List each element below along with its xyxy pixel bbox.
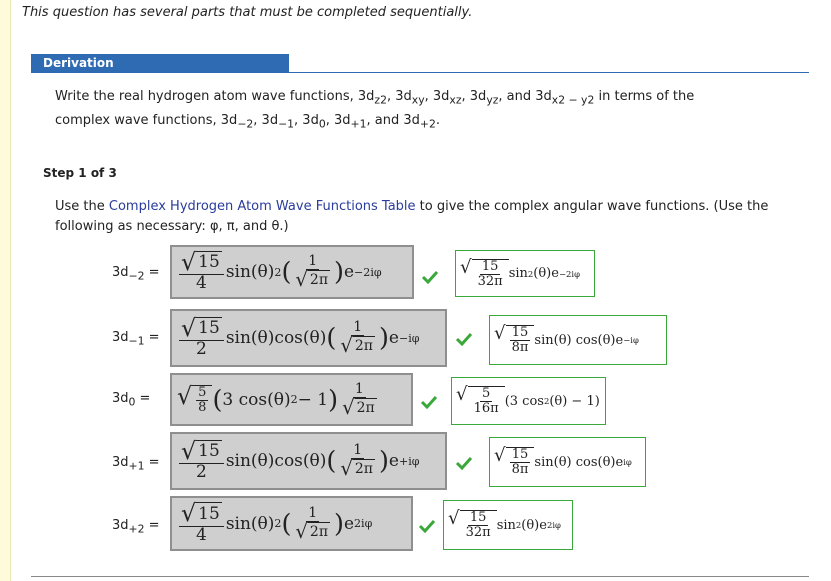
label-3d-plus2: $3d_{+2}$ = (112, 518, 160, 536)
wave-functions-table-link[interactable]: Complex Hydrogen Atom Wave Functions Table (108, 199, 416, 214)
answer-input-3d-plus2[interactable]: √ 15 4 sin(θ) 2 ( 1 √ 2π ) e 2iφ (170, 496, 413, 551)
correct-answer-3d-minus2: √ $\frac{15}{32\pi}$ sin 2 (θ) e −2iφ (455, 250, 595, 297)
correct-answer-3d-plus2: √ $\frac{15}{32\pi}$ sin 2 (θ) e 2iφ (443, 500, 573, 550)
answer-input-3d-minus1[interactable]: √ 15 2 sin(θ) cos(θ) ( 1 √ 2π ) e −iφ (170, 309, 447, 367)
correct-answer-3d-minus1: √ $\frac{15}{8\pi}$ sin(θ) cos(θ) e −iφ (489, 315, 667, 365)
tab-derivation[interactable]: Derivation (31, 54, 289, 73)
label-3d-minus1: $3d_{-1}$ = (112, 330, 160, 348)
sequential-notice: This question has several parts that must be completed sequentially. (22, 5, 473, 20)
question-text: Write the real hydrogen atom wave functions, $3d_{z2}$, $3d_{xy}$, $3d_{xz}$, $3d_{yz}$, and $3d_{x2 - y2}$ in terms of the complex wave functions, $3d_{-2}$, $3d_{-1}$, $3d_0$, $3d_{+1}$, and $3d_{+2}$. (55, 89, 695, 131)
correct-answer-3d-0: √ $\frac{5}{16\pi}$ (3 cos 2 (θ) − 1) (451, 377, 606, 425)
correct-answer-3d-plus1: √ $\frac{15}{8\pi}$ sin(θ) cos(θ) e iφ (489, 437, 646, 487)
step-indicator: Step 1 of 3 (43, 166, 117, 180)
left-margin-stripe (0, 0, 11, 581)
label-3d-minus2: $3d_{-2}$ = (112, 265, 160, 283)
correct-check-icon (418, 519, 436, 533)
correct-check-icon (455, 332, 473, 346)
bottom-divider (31, 576, 809, 577)
answer-input-3d-plus1[interactable]: √ 15 2 sin(θ) cos(θ) ( 1 √ 2π ) e +iφ (170, 432, 447, 490)
answer-input-3d-0[interactable]: √ $\frac{5}{8}$ ( 3 cos(θ) 2 − 1 ) 1 √ 2π (170, 373, 413, 426)
correct-check-icon (455, 456, 473, 470)
label-3d-plus1: $3d_{+1}$ = (112, 455, 160, 473)
correct-check-icon (421, 270, 439, 284)
step-instruction: Use the Complex Hydrogen Atom Wave Functions Table to give the complex angular wave functions. (Use the following as necessary: φ, π, and θ.) (55, 199, 769, 234)
tab-divider (31, 72, 809, 73)
label-3d-0: $3d_0$ = (112, 391, 151, 409)
answer-input-3d-minus2[interactable]: √ 15 4 sin(θ) 2 ( 1 √ 2π ) e −2iφ (170, 245, 414, 299)
correct-check-icon (420, 395, 438, 409)
